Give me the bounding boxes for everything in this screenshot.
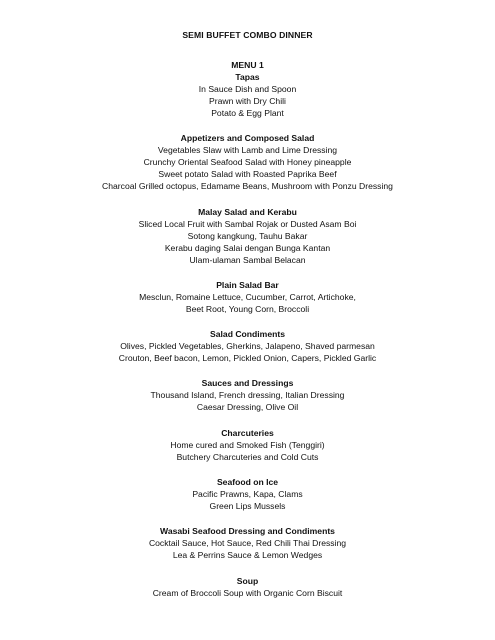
menu-item: Kerabu daging Salai dengan Bunga Kantan: [164, 242, 331, 253]
menu-item: Sweet potato Salad with Roasted Paprika Beef: [158, 169, 337, 180]
section-title: Sauces and Dressings: [201, 378, 294, 389]
section-sauces-dressings: [0, 377, 495, 413]
section-title: Soup: [236, 575, 259, 586]
menu-item: Crouton, Beef bacon, Lemon, Pickled Onion, Capers, Pickled Garlic: [118, 353, 377, 364]
menu-item: Sliced Local Fruit with Sambal Rojak or Dusted Asam Boi: [138, 218, 357, 229]
menu-item: Cocktail Sauce, Hot Sauce, Red Chili Thai Dressing: [148, 538, 347, 549]
document-title: SEMI BUFFET COMBO DINNER: [182, 30, 313, 40]
menu-item: Beet Root, Young Corn, Broccoli: [185, 303, 310, 314]
menu-item: Potato & Egg Plant: [211, 108, 284, 118]
section-title: Malay Salad and Kerabu: [198, 206, 297, 217]
menu-item: Prawn with Dry Chili: [209, 96, 286, 106]
section-appetizers: [0, 132, 495, 192]
menu-item: Cream of Broccoli Soup with Organic Corn Biscuit: [152, 587, 343, 598]
section-title: Seafood on Ice: [216, 477, 279, 488]
menu-item: In Sauce Dish and Spoon: [198, 84, 297, 94]
menu-item: Crunchy Oriental Seafood Salad with Honey pineapple: [143, 157, 352, 168]
menu-item: Olives, Pickled Vegetables, Gherkins, Jalapeno, Shaved parmesan: [120, 341, 375, 352]
menu-item: Caesar Dressing, Olive Oil: [196, 402, 299, 413]
menu-item: Lea & Perrins Sauce & Lemon Wedges: [172, 550, 323, 561]
section-wasabi-seafood: [0, 525, 495, 561]
section-salad-condiments: [0, 328, 495, 364]
section-plain-salad-bar: [0, 279, 495, 315]
menu-item: Charcoal Grilled octopus, Edamame Beans, Mushroom with Ponzu Dressing: [102, 181, 393, 192]
section-malay-salad: [0, 206, 495, 266]
menu-item: Pacific Prawns, Kapa, Clams: [192, 489, 303, 500]
section-title: Tapas: [235, 72, 260, 82]
menu-item: Ulam-ulaman Sambal Belacan: [189, 254, 306, 265]
section-seafood-on-ice: [0, 476, 495, 512]
menu-item: Mesclun, Romaine Lettuce, Cucumber, Carrot, Artichoke,: [139, 291, 356, 302]
menu-item: Home cured and Smoked Fish (Tenggiri): [170, 439, 325, 450]
menu-item: Sotong kangkung, Tauhu Bakar: [187, 230, 308, 241]
menu-item: Butchery Charcuteries and Cold Cuts: [176, 451, 319, 462]
section-title: Charcuteries: [221, 427, 274, 438]
section-title: Plain Salad Bar: [216, 279, 279, 290]
menu-item: Vegetables Slaw with Lamb and Lime Dressing: [157, 145, 338, 156]
menu-item: Thousand Island, French dressing, Italian Dressing: [150, 390, 345, 401]
section-tapas: [0, 71, 495, 119]
menu-item: Green Lips Mussels: [209, 501, 286, 512]
section-title: Wasabi Seafood Dressing and Condiments: [160, 526, 335, 537]
menu-heading: MENU 1: [231, 60, 264, 70]
section-charcuteries: [0, 427, 495, 463]
section-title: Appetizers and Composed Salad: [180, 133, 315, 144]
section-soup: [0, 575, 495, 599]
section-title: Salad Condiments: [210, 329, 285, 340]
